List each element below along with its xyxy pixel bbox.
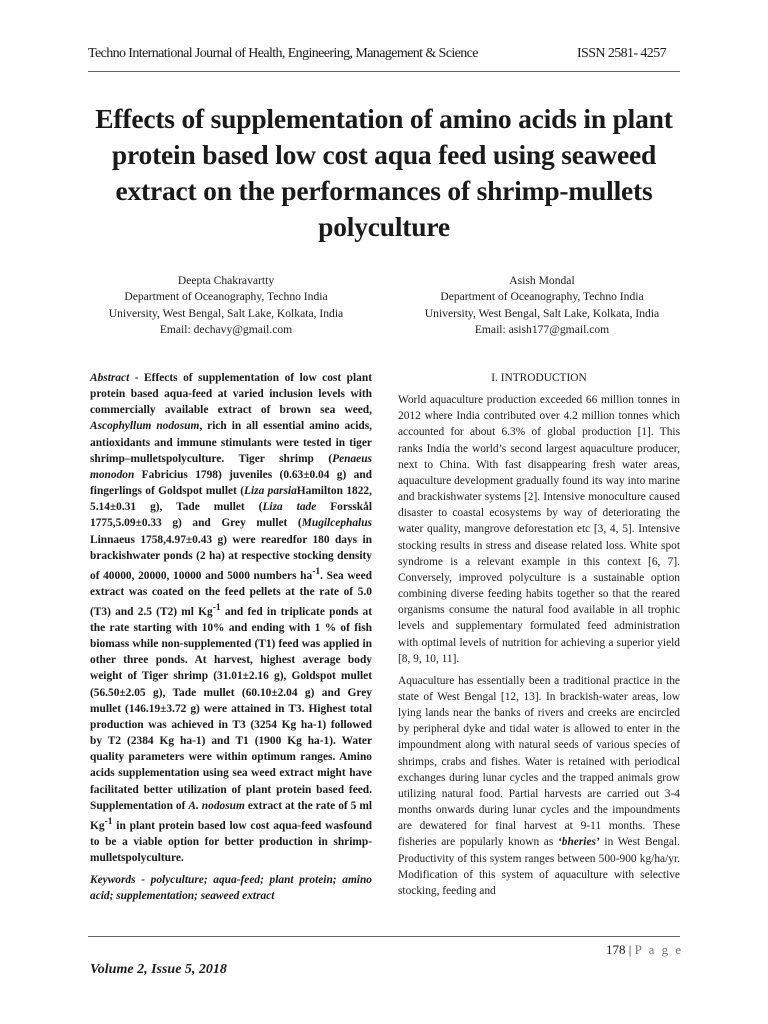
author-name: Asish Mondal: [509, 274, 575, 287]
abstract-text: - Effects of supplementation of low cost plant protein based aqua-feed at varied inclusion levels with commercially available extract of brown sea weed,: [90, 372, 372, 417]
species-name: Ascophyllum nodosum: [90, 420, 200, 433]
page-number-value: 178: [606, 942, 626, 957]
superscript: -1: [212, 602, 221, 613]
header-rule: [88, 71, 680, 72]
right-column: [398, 370, 680, 899]
author-address: University, West Bengal, Salt Lake, Kolkata, India: [108, 306, 344, 320]
author-address: University, West Bengal, Salt Lake, Kolkata, India: [424, 306, 660, 320]
abstract-label: Abstract: [90, 372, 130, 384]
footer-rule: [88, 936, 680, 937]
author-department: Department of Oceanography, Techno India: [124, 290, 328, 304]
paragraph-text: in West Bengal. Productivity of this system ranges between 500-900 kg/ha/yr. Modification of this system of aquaculture with selective stocking, feeding and: [398, 836, 680, 897]
superscript: -1: [312, 566, 321, 577]
keywords: Keywords - polyculture; aqua-feed; plant protein; amino acid; supplementation; seaweed extract: [90, 874, 372, 903]
abstract-text: extract at the rate of 5 ml Kg: [90, 799, 372, 832]
species-name: Liza parsia: [244, 485, 297, 498]
superscript: -1: [104, 816, 113, 827]
abstract-text: . Sea weed extract was coated on the feed pellets at the rate of 5.0 (T3) and 2.5 (T2) ml Kg: [90, 569, 372, 618]
issn-label: ISSN 2581- 4257: [577, 46, 667, 61]
author-block-2: [392, 273, 692, 338]
intro-paragraph-1: World aquaculture production exceeded 66 million tonnes in 2012 where India contributed over 4.2 million tonnes which accounted for about 6.3% of global production [1]. This ranks India the world’s second largest aquaculture producer, next to China. With fast disappearing fresh water areas, aquaculture development gradually found its way into marine and brackishwater systems [2]. Intensive monoculture caused disaster to coastal ecosystems by way of deteriorating the water quality, mangrove deforestation etc [3, 4, 5]. Intensive stocking results in stress and disease related loss. White spot syndrome is a relevant example in this context [6, 7]. Conversely, improved polyculture is a sustainable option combining diverse feeding habits together so that the reared organisms consume the natural food available in all trophic levels and supplementary formulated feed administration with optimal levels of nutrition for achieving a superior yield [8, 9, 10, 11].: [398, 394, 680, 665]
species-name: Liza tade: [262, 501, 317, 514]
author-email: Email: dechavy@gmail.com: [159, 322, 293, 336]
abstract-text: Fabricius 1798) juveniles (0.63±0.04 g) and fingerlings of Goldspot mullet (: [90, 468, 372, 498]
page-number: 178 | P a g e: [606, 942, 684, 957]
left-column: [90, 370, 372, 904]
paper-title: Effects of supplementation of amino acids in plant protein based low cost aqua feed using seaweed extract on the performances of shrimp-mullets polyculture: [95, 103, 673, 242]
abstract-text: Hamilton 1822, 5.14±0.31 g), Tade mullet (: [90, 485, 372, 514]
abstract-text: Linnaeus 1758,4.97±0.43 g) were rearedfor 180 days in brackishwater ponds (2 ha) at respective stocking density of 40000, 20000, 10000 and 5000 numbers ha: [90, 533, 372, 582]
section-heading-introduction: I. INTRODUCTION: [491, 372, 587, 384]
intro-paragraph-2: [398, 673, 680, 899]
abstract-text: and fed in triplicate ponds at the rate starting with 10% and ending with 1 % of fish biomass while non-supplemented (T1) feed was applied in other three ponds. At harvest, highest average body weight of Tiger shrimp (31.01±2.16 g), Goldspot mullet (56.50±2.05 g), Tade mullet (60.10±2.04 g) and Grey mullet (146.19±3.72 g) were attained in T3. Highest total production was achieved in T3 (3254 Kg ha-1) followed by T2 (2384 Kg ha-1) and T1 (1900 Kg ha-1). Water quality parameters were within optimum ranges. Amino acids supplementation using sea weed extract might have facilitated better utilization of plant protein based feed. Supplementation of: [90, 605, 372, 812]
author-block-1: [76, 273, 376, 338]
species-name: Mugilcephalus: [301, 517, 372, 530]
author-email: Email: asish177@gmail.com: [474, 322, 610, 336]
species-name: A. nodosum: [188, 799, 245, 812]
abstract-text: Forsskål 1775,5.09±0.33 g) and Grey mullet (: [90, 501, 372, 530]
species-name: Penaeus monodon: [90, 452, 372, 481]
journal-running-head: Techno International Journal of Health, Engineering, Management & Science: [88, 46, 478, 61]
page-word: P a g e: [634, 942, 684, 957]
abstract: [90, 370, 372, 866]
author-department: Department of Oceanography, Techno India: [440, 290, 644, 304]
abstract-text: , rich in all essential amino acids, antioxidants and immune stimulants were tested in tiger shrimp–mulletspolyculture. Tiger shrimp (: [90, 420, 372, 465]
local-term: ‘bheries’: [557, 836, 600, 849]
volume-issue-footer: Volume 2, Issue 5, 2018: [90, 962, 227, 977]
author-name: Deepta Chakravartty: [177, 274, 275, 287]
paragraph-text: Aquaculture has essentially been a traditional practice in the state of West Bengal [12, 13]. In brackish-water areas, low lying lands near the banks of rivers and creeks are encircled by peripheral dyke and tidal water is allowed to enter in the impoundment along with natural seeds of various species of shrimps, crabs and fishes. Water is retained with periodical exchanges during lunar cycles and the trapped animals grow utilizing natural food. Partial harvests are carried out 3-4 months onwards during lunar cycles and the impoundments are dewatered for final harvest at 9-11 months. These fisheries are popularly known as: [398, 674, 680, 849]
abstract-text: in plant protein based low cost aqua-feed wasfound to be a viable option for better production in shrimp-mulletspolyculture.: [90, 819, 372, 864]
